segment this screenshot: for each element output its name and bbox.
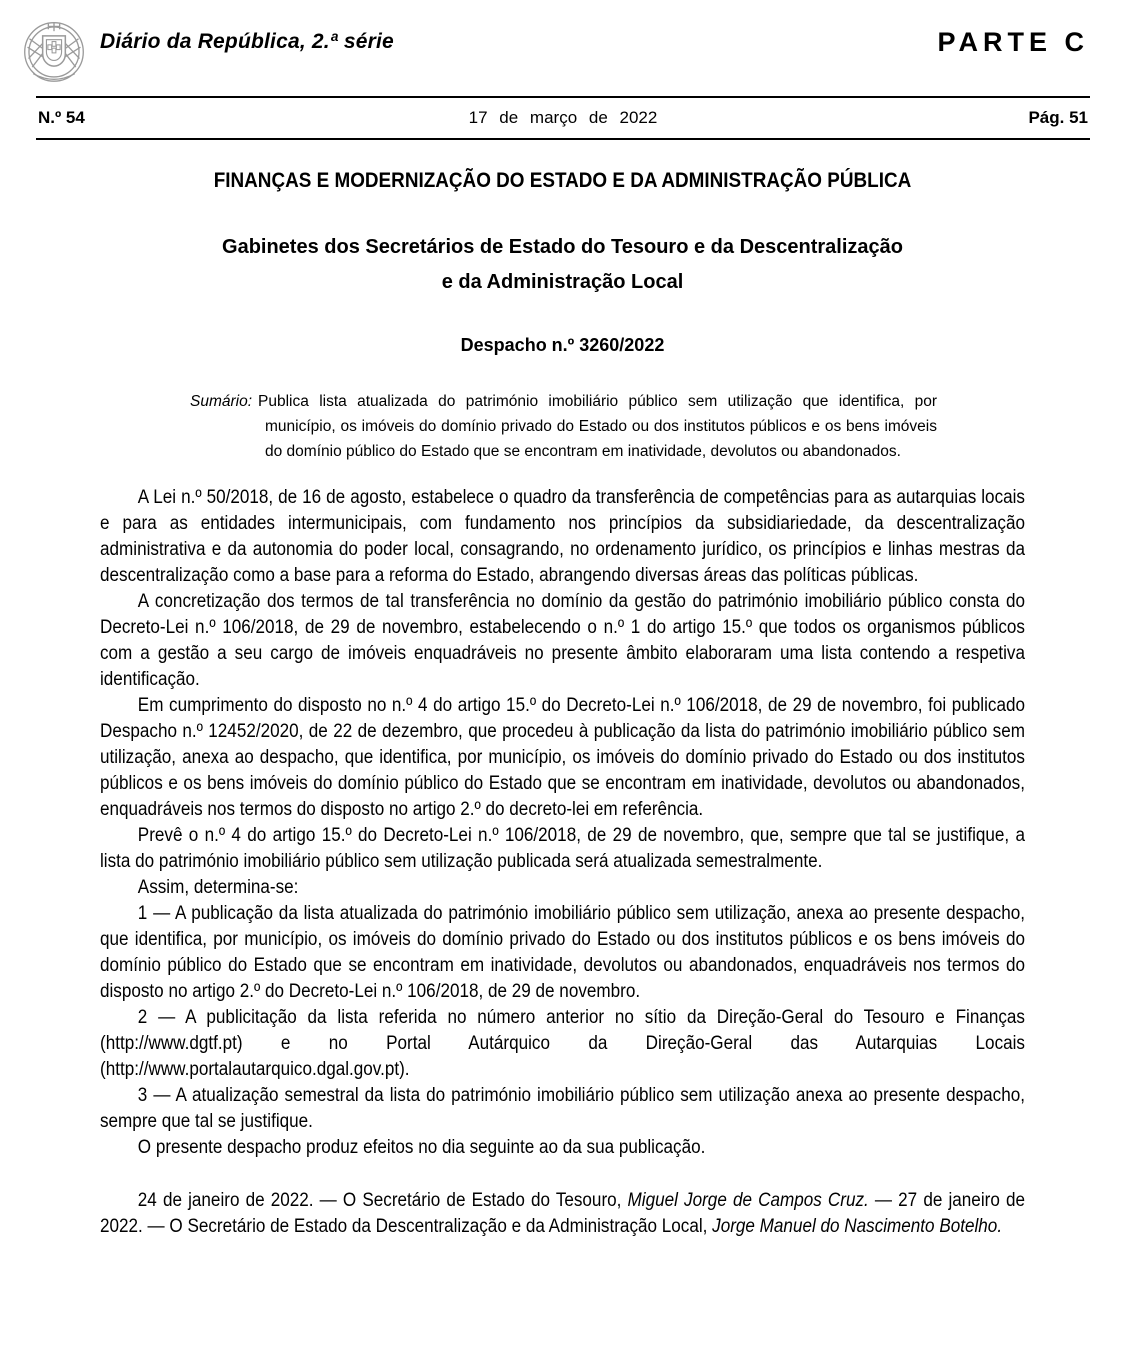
- portugal-coat-of-arms-icon: [20, 13, 88, 89]
- body-paragraph-item-3: 3 — A atualização semestral da lista do património imobiliário público sem utilização anexa ao presente despacho, sempre que tal se justifique.: [100, 1085, 1025, 1132]
- summary-label: Sumário:: [190, 393, 253, 410]
- issue-date: 17 de março de 2022: [468, 108, 658, 127]
- page-number: Pág. 51: [1028, 108, 1088, 127]
- office-heading: [100, 230, 1025, 300]
- office-heading-line-1: Gabinetes dos Secretários de Estado do Tesouro e da Descentralização: [222, 236, 903, 258]
- summary-block: [190, 389, 937, 464]
- body-paragraph-item-2: 2 — A publicitação da lista referida no número anterior no sítio da Direção-Geral do Tesouro e Finanças (http://www.dgtf.pt) e no Portal Autárquico da Direção-Geral das Autarquias Locais (http://www.portalautarquico.dgal.gov.pt).: [100, 1007, 1025, 1080]
- despacho-title: Despacho n.º 3260/2022: [460, 335, 665, 355]
- body-paragraph: Em cumprimento do disposto no n.º 4 do artigo 15.º do Decreto-Lei n.º 106/2018, de 29 de novembro, foi publicado Despacho n.º 12452/2020, de 22 de dezembro, que procedeu à publicação da lista do património imobiliário público sem utilização, anexa ao despacho, que identifica, por município, os imóveis do domínio privado do Estado ou dos institutos públicos e os bens imóveis do domínio público do Estado que se encontram em inatividade, devolutos ou abandonados, enquadráveis nos termos do disposto no artigo 2.º do decreto-lei em referência.: [100, 695, 1025, 820]
- issue-meta-bar: [36, 96, 1090, 140]
- masthead: [0, 0, 1126, 96]
- summary-text: Publica lista atualizada do património imobiliário público sem utilização que identifica, por município, os imóveis do domínio privado do Estado ou dos institutos públicos e os bens imóveis do domínio público do Estado que se encontram em inatividade, devolutos ou abandonados.: [258, 393, 937, 460]
- despacho-article: [100, 169, 1025, 1240]
- body-copy: [100, 485, 1025, 1161]
- ministry-heading: FINANÇAS E MODERNIZAÇÃO DO ESTADO E DA ADMINISTRAÇÃO PÚBLICA: [213, 169, 912, 192]
- body-paragraph-item-1: 1 — A publicação da lista atualizada do património imobiliário público sem utilização, anexa ao presente despacho, que identifica, por município, os imóveis do domínio privado do Estado ou dos institutos públicos e os bens imóveis do domínio público do Estado que se encontram em inatividade, devolutos ou abandonados, enquadráveis nos termos do disposto no artigo 2.º do Decreto-Lei n.º 106/2018, de 29 de novembro.: [100, 903, 1025, 1002]
- body-paragraph: A concretização dos termos de tal transferência no domínio da gestão do património imobiliário público consta do Decreto-Lei n.º 106/2018, de 29 de novembro, estabelecendo o n.º 1 do artigo 15.º que todos os organismos públicos com a gestão a seu cargo de imóveis enquadráveis no presente âmbito elaboraram uma lista contendo a respetiva identificação.: [100, 591, 1025, 690]
- body-paragraph: Assim, determina-se:: [137, 877, 299, 898]
- signature-paragraph: 24 de janeiro de 2022. — O Secretário de Estado do Tesouro, Miguel Jorge de Campos Cruz. — 27 de janeiro de 2022. — O Secretário de Estado da Descentralização e da Administração Local, Jorge Manuel do Nascimento Botelho.: [100, 1190, 1025, 1237]
- part-label: PARTE C: [937, 27, 1089, 57]
- office-heading-line-2: e da Administração Local: [441, 271, 684, 293]
- issue-number: N.º 54: [38, 108, 85, 127]
- body-paragraph: Prevê o n.º 4 do artigo 15.º do Decreto-Lei n.º 106/2018, de 29 de novembro, que, sempre que tal se justifique, a lista do património imobiliário público sem utilização publicada será atualizada semestralmente.: [100, 825, 1025, 872]
- body-paragraph: A Lei n.º 50/2018, de 16 de agosto, estabelece o quadro da transferência de competências para as autarquias locais e para as entidades intermunicipais, com fundamento nos princípios da subsidiariedade, da descentralização administrativa e da autonomia do poder local, consagrando, no ordenamento jurídico, os princípios e linhas mestras da descentralização como a base para a reforma do Estado, abrangendo diversas áreas das políticas públicas.: [100, 487, 1025, 586]
- body-paragraph: O presente despacho produz efeitos no dia seguinte ao da sua publicação.: [137, 1137, 706, 1158]
- publication-title: Diário da República, 2.ª série: [100, 30, 394, 53]
